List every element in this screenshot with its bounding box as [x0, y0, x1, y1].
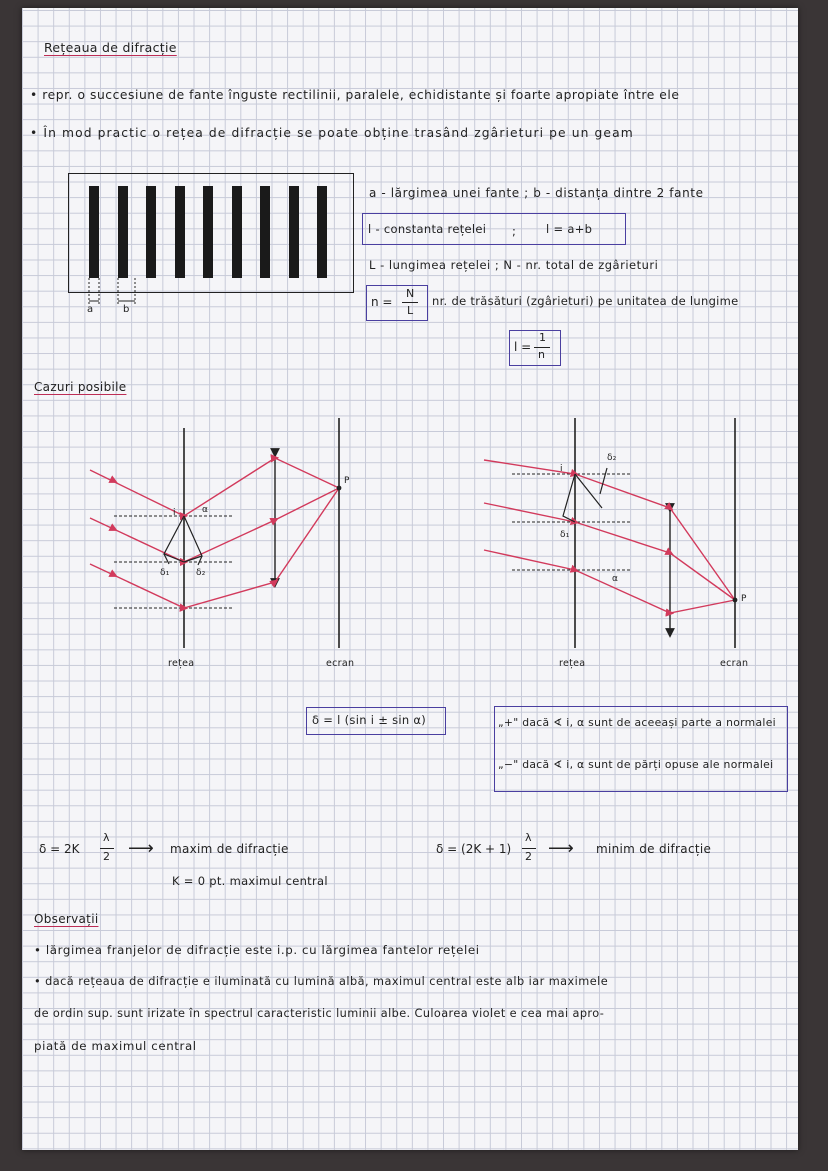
max-formula-lhs: δ = 2K [39, 842, 80, 856]
l-lhs: l = [514, 340, 532, 354]
sign-minus-rule: „−" dacă ∢ i, α sunt de părți opuse ale normalei [498, 758, 774, 771]
page-title: Rețeaua de difracție [44, 40, 177, 55]
observation-line-1: • lărgimea franjelor de difracție este i.p. cu lărgimea fantelor rețelei [34, 943, 480, 957]
min-frac-den: 2 [525, 850, 532, 863]
sign-plus-rule: „+" dacă ∢ i, α sunt de aceeași parte a normalei [498, 716, 776, 729]
k0-text: K = 0 pt. maximul central [172, 874, 328, 888]
label-a: a [87, 304, 94, 315]
l-denominator: n [538, 348, 545, 361]
bullet-practical: • În mod practic o rețea de difracție se poate obține trasând zgârieturi pe un geam [30, 126, 634, 140]
l-numerator: 1 [539, 331, 546, 344]
max-frac-num: λ [103, 831, 110, 844]
observation-line-3: de ordin sup. sunt irizate în spectrul caracteristic luminii albe. Culoarea violet e cea mai apro- [34, 1007, 605, 1020]
n-numerator: N [406, 287, 415, 300]
right-point-P: P [741, 594, 747, 604]
cases-title: Cazuri posibile [34, 380, 127, 394]
bullet-definition: • repr. o succesiune de fante înguste rectilinii, paralele, echidistante și foarte apropiate între ele [30, 88, 680, 102]
left-alpha-label: α [202, 505, 209, 515]
constant-label: l - constanta rețelei [368, 222, 487, 236]
left-point-P: P [344, 476, 350, 486]
left-screen-label: ecran [326, 658, 355, 669]
right-delta2: δ₂ [607, 453, 617, 463]
left-i-label: i [173, 508, 176, 518]
min-arrow: ⟶ [548, 838, 574, 859]
n-denominator: L [407, 304, 414, 317]
min-frac-num: λ [525, 831, 532, 844]
max-frac-bar [100, 848, 114, 849]
right-delta1: δ₁ [560, 530, 570, 540]
n-lhs: n = [371, 295, 393, 309]
constant-separator: ; [512, 224, 517, 238]
max-frac-den: 2 [103, 850, 110, 863]
min-text: minim de difracție [596, 842, 712, 856]
n-definition: nr. de trăsături (zgârieturi) pe unitatea de lungime [432, 294, 739, 308]
min-formula-lhs: δ = (2K + 1) [436, 842, 512, 856]
max-arrow: ⟶ [128, 838, 154, 859]
right-grating-label: rețea [559, 658, 586, 669]
observation-line-4: piată de maximul central [34, 1039, 197, 1053]
observations-title: Observații [34, 912, 99, 926]
def-a-b: a - lărgimea unei fante ; b - distanța dintre 2 fante [369, 186, 704, 200]
left-delta2: δ₂ [196, 568, 206, 578]
constant-formula: l = a+b [546, 222, 593, 236]
left-delta1: δ₁ [160, 568, 170, 578]
max-text: maxim de difracție [170, 842, 289, 856]
def-L-N: L - lungimea rețelei ; N - nr. total de zgârieturi [369, 258, 659, 272]
right-alpha-label: α [612, 574, 619, 584]
observation-line-2: • dacă rețeaua de difracție e iluminată cu lumină albă, maximul central este alb iar maximele [34, 975, 609, 988]
left-diagram [90, 418, 341, 648]
right-screen-label: ecran [720, 658, 749, 669]
min-frac-bar [522, 848, 536, 849]
notebook-page [22, 8, 798, 1150]
left-grating-label: rețea [168, 658, 195, 669]
right-i-label: i [560, 464, 563, 474]
label-b: b [123, 304, 130, 315]
delta-formula: δ = l (sin i ± sin α) [312, 713, 427, 727]
